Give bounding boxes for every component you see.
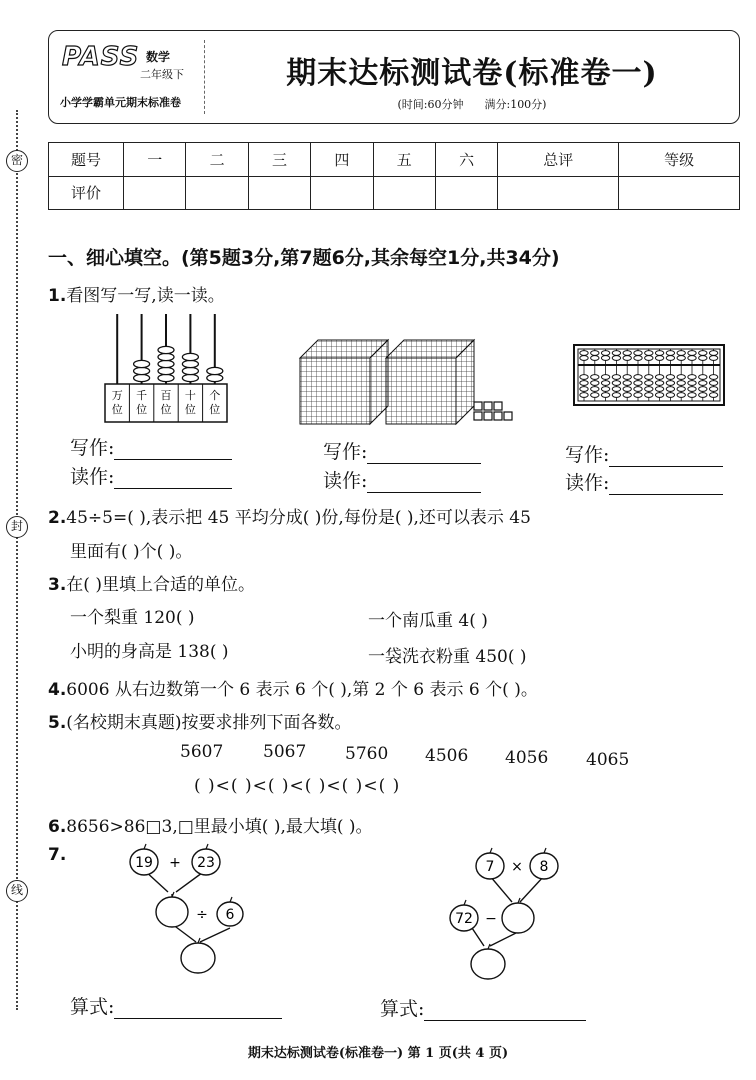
abacus-bead <box>591 387 599 392</box>
answer-line[interactable] <box>114 442 232 460</box>
abacus-bead <box>207 374 223 381</box>
table-header: 四 <box>311 143 373 177</box>
answer-line[interactable] <box>424 1003 586 1021</box>
place-value-label: 百 <box>160 389 172 402</box>
abacus-bead <box>134 374 150 381</box>
answer-line[interactable] <box>114 1001 282 1019</box>
abacus-bead <box>688 356 696 361</box>
abacus-bead <box>634 351 642 356</box>
abacus-bead <box>709 381 717 386</box>
abacus-bead <box>601 393 609 398</box>
table-header: 二 <box>186 143 248 177</box>
abacus-bead <box>677 381 685 386</box>
abacus-bead <box>623 356 631 361</box>
abacus-bead <box>645 387 653 392</box>
abacus-bead <box>634 393 642 398</box>
question-text: 8656>86□3,□里最小填( ),最大填( )。 <box>66 817 373 837</box>
abacus-bead <box>601 356 609 361</box>
table-header: 等级 <box>619 143 740 177</box>
apple-number: 72 <box>455 911 473 927</box>
formula-label: 算式: <box>70 992 282 1019</box>
abacus-bead <box>677 375 685 380</box>
answer-line[interactable] <box>609 477 723 495</box>
abacus-bead <box>591 351 599 356</box>
abacus-bead <box>677 351 685 356</box>
abacus-bead <box>601 387 609 392</box>
abacus-bead <box>688 381 696 386</box>
seal-mark: 封 <box>6 516 28 538</box>
abacus-bead <box>709 375 717 380</box>
abacus-bead <box>709 356 717 361</box>
seal-mark: 线 <box>6 880 28 902</box>
abacus-bead <box>645 351 653 356</box>
abacus-bead <box>580 387 588 392</box>
abacus-bead <box>134 367 150 374</box>
full-score: 满分:100分) <box>484 98 547 111</box>
abacus-bead <box>580 393 588 398</box>
abacus-bead <box>677 387 685 392</box>
subject-label: 数学 <box>146 50 171 64</box>
abacus-bead <box>666 381 674 386</box>
abacus-bead <box>580 351 588 356</box>
abacus-bead <box>666 356 674 361</box>
cubes-figure <box>296 336 518 426</box>
question-2-line2: 里面有( )个( )。 <box>70 542 193 562</box>
place-value-label: 位 <box>160 403 172 416</box>
abacus-bead <box>591 356 599 361</box>
apple-tree-right <box>440 846 580 986</box>
read-label: 读作: <box>323 466 481 493</box>
answer-line[interactable] <box>609 449 723 467</box>
score-cell[interactable] <box>186 176 248 210</box>
abacus-bead <box>612 356 620 361</box>
place-value-label: 个 <box>209 389 221 402</box>
abacus-bead <box>688 351 696 356</box>
abacus-bead <box>591 375 599 380</box>
abacus-bead <box>699 387 707 392</box>
table-header: 三 <box>248 143 310 177</box>
apple-number: 6 <box>225 907 235 923</box>
score-table <box>48 142 740 210</box>
abacus-bead <box>666 393 674 398</box>
write-label: 写作: <box>323 437 481 464</box>
apple-number: 8 <box>539 859 549 875</box>
number-item: 5607 <box>180 742 224 762</box>
table-header: 总评 <box>498 143 619 177</box>
abacus-bead <box>688 375 696 380</box>
write-label: 写作: <box>565 440 723 467</box>
abacus-bead <box>666 375 674 380</box>
place-value-label: 位 <box>111 403 123 416</box>
question-5: 5.(名校期末真题)按要求排列下面各数。 <box>48 713 352 733</box>
section-title: 一、细心填空。(第5题3分,第7题6分,其余每空1分,共34分) <box>48 247 560 269</box>
page-footer: 期末达标测试卷(标准卷一) 第 1 页(共 4 页) <box>247 1046 509 1061</box>
score-cell[interactable] <box>498 176 619 210</box>
abacus-bead <box>580 375 588 380</box>
answer-line[interactable] <box>114 471 232 489</box>
question-text: (名校期末真题)按要求排列下面各数。 <box>66 713 352 733</box>
abacus-bead <box>601 351 609 356</box>
abacus-bead <box>645 381 653 386</box>
place-value-label: 万 <box>111 389 123 402</box>
abacus-bead <box>623 351 631 356</box>
abacus-bead <box>699 393 707 398</box>
abacus-bead <box>134 360 150 367</box>
place-value-label: 十 <box>184 389 196 402</box>
abacus-bead <box>709 393 717 398</box>
abacus-bead <box>645 393 653 398</box>
abacus-bead <box>655 351 663 356</box>
answer-line[interactable] <box>367 446 481 464</box>
abacus-bead <box>182 353 198 360</box>
abacus-bead <box>634 387 642 392</box>
exam-info <box>204 96 740 112</box>
apple-number: 23 <box>197 855 215 871</box>
page-title: 期末达标测试卷(标准卷一) <box>286 56 658 91</box>
abacus-bead <box>655 356 663 361</box>
abacus-bead <box>655 375 663 380</box>
unit-item: 一个南瓜重 4( ) <box>368 611 488 631</box>
abacus-bead <box>182 360 198 367</box>
unit-item: 一个梨重 120( ) <box>70 608 195 628</box>
question-text: 6006 从右边数第一个 6 表示 6 个( ),第 2 个 6 表示 6 个( )。 <box>66 680 538 700</box>
abacus-bead <box>688 387 696 392</box>
number-item: 4506 <box>425 746 469 766</box>
question-text: 在( )里填上合适的单位。 <box>66 575 255 595</box>
abacus-bead <box>688 393 696 398</box>
abacus-bead <box>601 381 609 386</box>
score-cell[interactable] <box>619 176 740 210</box>
abacus-bead <box>666 351 674 356</box>
score-cell[interactable] <box>248 176 310 210</box>
abacus-bead <box>158 353 174 360</box>
abacus-bead <box>655 387 663 392</box>
read-label: 读作: <box>70 462 232 489</box>
abacus-bead <box>655 381 663 386</box>
abacus-bead <box>655 393 663 398</box>
number-item: 4065 <box>586 750 630 770</box>
binding-dotted-line <box>16 110 18 1010</box>
score-cell[interactable] <box>435 176 497 210</box>
abacus-bead <box>158 346 174 353</box>
abacus-bead <box>612 375 620 380</box>
place-value-label: 位 <box>184 403 196 416</box>
pass-logo: PASS <box>62 42 140 72</box>
question-7: 7. <box>48 845 67 865</box>
score-cell[interactable] <box>373 176 435 210</box>
abacus-bead <box>699 381 707 386</box>
apple-number: 19 <box>135 855 153 871</box>
question-number: 1. <box>48 286 67 306</box>
number-item: 5760 <box>345 744 389 764</box>
question-2: 2.45÷5=( ),表示把 45 平均分成( )份,每份是( ),还可以表示 45 <box>48 508 531 528</box>
abacus-bead <box>709 387 717 392</box>
abacus-bead <box>634 356 642 361</box>
abacus-bead <box>645 375 653 380</box>
seal-mark: 密 <box>6 150 28 172</box>
abacus-bead <box>645 356 653 361</box>
place-value-label: 千 <box>136 389 148 402</box>
apple-number: 7 <box>485 859 495 875</box>
unit-item: 小明的身高是 138( ) <box>70 642 229 662</box>
abacus-bead <box>623 381 631 386</box>
abacus-bead <box>182 367 198 374</box>
formula-label: 算式: <box>380 994 586 1021</box>
question-text: 看图写一写,读一读。 <box>66 286 225 306</box>
abacus-bead <box>591 381 599 386</box>
apple-tree-left <box>120 842 260 982</box>
score-cell[interactable] <box>124 176 186 210</box>
abacus-bead <box>634 381 642 386</box>
table-header: 五 <box>373 143 435 177</box>
abacus-bead <box>601 375 609 380</box>
question-4: 4.6006 从右边数第一个 6 表示 6 个( ),第 2 个 6 表示 6 个( )。 <box>48 680 538 700</box>
operator: + <box>169 855 181 871</box>
number-item: 4056 <box>505 748 549 768</box>
order-line: ( )<( )<( )<( )<( )<( ) <box>194 776 401 796</box>
abacus-bead <box>623 387 631 392</box>
abacus-bead <box>623 393 631 398</box>
abacus-bead <box>677 356 685 361</box>
abacus-bead <box>182 374 198 381</box>
question-3: 3.在( )里填上合适的单位。 <box>48 575 255 595</box>
abacus-bead <box>158 360 174 367</box>
abacus-bead <box>612 381 620 386</box>
operator: ÷ <box>196 907 208 923</box>
question-1 <box>48 281 225 306</box>
place-value-label: 位 <box>209 403 221 416</box>
abacus-bead <box>709 351 717 356</box>
abacus-bead <box>666 387 674 392</box>
table-header: 一 <box>124 143 186 177</box>
abacus-figure <box>572 343 726 407</box>
number-item: 5067 <box>263 742 307 762</box>
question-text: 45÷5=( ),表示把 45 平均分成( )份,每份是( ),还可以表示 45 <box>66 508 531 528</box>
table-header: 题号 <box>49 143 124 177</box>
unit-item: 一袋洗衣粉重 450( ) <box>368 647 527 667</box>
time-limit: (时间:60分钟 <box>397 98 464 111</box>
abacus-bead <box>612 387 620 392</box>
abacus-bead <box>612 351 620 356</box>
series-label: 小学学霸单元期末标准卷 <box>60 96 181 109</box>
operator: × <box>511 859 523 875</box>
read-label: 读作: <box>565 468 723 495</box>
operator: − <box>485 911 497 927</box>
abacus-bead <box>207 367 223 374</box>
abacus-bead <box>699 356 707 361</box>
abacus-bead <box>677 393 685 398</box>
abacus-bead <box>580 356 588 361</box>
abacus-bead <box>699 375 707 380</box>
abacus-bead <box>634 375 642 380</box>
answer-line[interactable] <box>367 475 481 493</box>
place-value-label: 位 <box>136 403 148 416</box>
table-header: 六 <box>435 143 497 177</box>
question-6: 6.8656>86□3,□里最小填( ),最大填( )。 <box>48 817 373 837</box>
abacus-bead <box>612 393 620 398</box>
score-cell[interactable] <box>311 176 373 210</box>
abacus-bead <box>623 375 631 380</box>
abacus-bead <box>699 351 707 356</box>
abacus-bead <box>591 393 599 398</box>
abacus-bead <box>580 381 588 386</box>
write-label: 写作: <box>70 433 232 460</box>
abacus-bead <box>158 374 174 381</box>
abacus-bead <box>158 367 174 374</box>
counting-frame-figure <box>100 312 230 424</box>
grade-label: 二年级下 <box>140 68 184 81</box>
table-row-header: 评价 <box>49 176 124 210</box>
